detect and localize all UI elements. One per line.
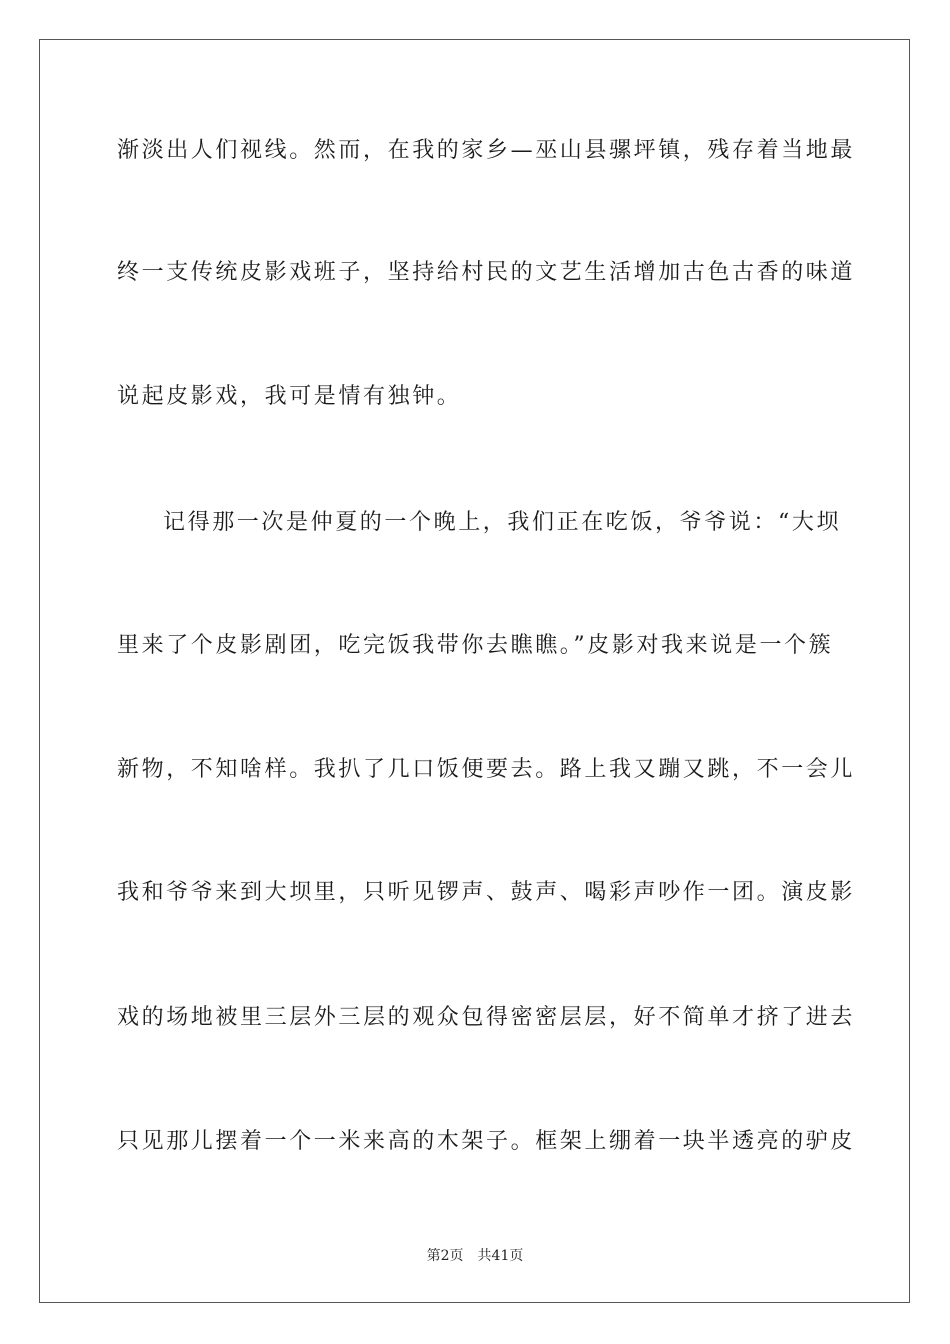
- text-line-7: 我和爷爷来到大坝里，只听见锣声、鼓声、喝彩声吵作一团。演皮影: [117, 880, 856, 905]
- page-number: 第2页: [426, 1248, 464, 1264]
- text-line-8: 戏的场地被里三层外三层的观众包得密密层层，好不简单才挤了进去: [117, 1005, 856, 1030]
- text-line-4: 记得那一次是仲夏的一个晚上，我们正在吃饭，爷爷说：“大坝: [163, 510, 842, 535]
- text-line-5: 里来了个皮影剧团，吃完饭我带你去瞧瞧。”皮影对我来说是一个簇: [117, 633, 834, 658]
- text-line-3: 说起皮影戏，我可是情有独钟。: [117, 384, 462, 409]
- page-border: [39, 39, 910, 1303]
- text-line-6: 新物，不知啥样。我扒了几口饭便要去。路上我又蹦又跳，不一会儿: [117, 757, 856, 782]
- text-line-1: 渐淡出人们视线。然而，在我的家乡—巫山县骡坪镇，残存着当地最: [117, 138, 856, 163]
- total-pages: 共41页: [477, 1248, 524, 1264]
- text-line-2: 终一支传统皮影戏班子，坚持给村民的文艺生活增加古色古香的味道: [117, 260, 856, 285]
- page-footer: [0, 1247, 950, 1265]
- text-line-9: 只见那儿摆着一个一米来高的木架子。框架上绷着一块半透亮的驴皮: [117, 1129, 856, 1154]
